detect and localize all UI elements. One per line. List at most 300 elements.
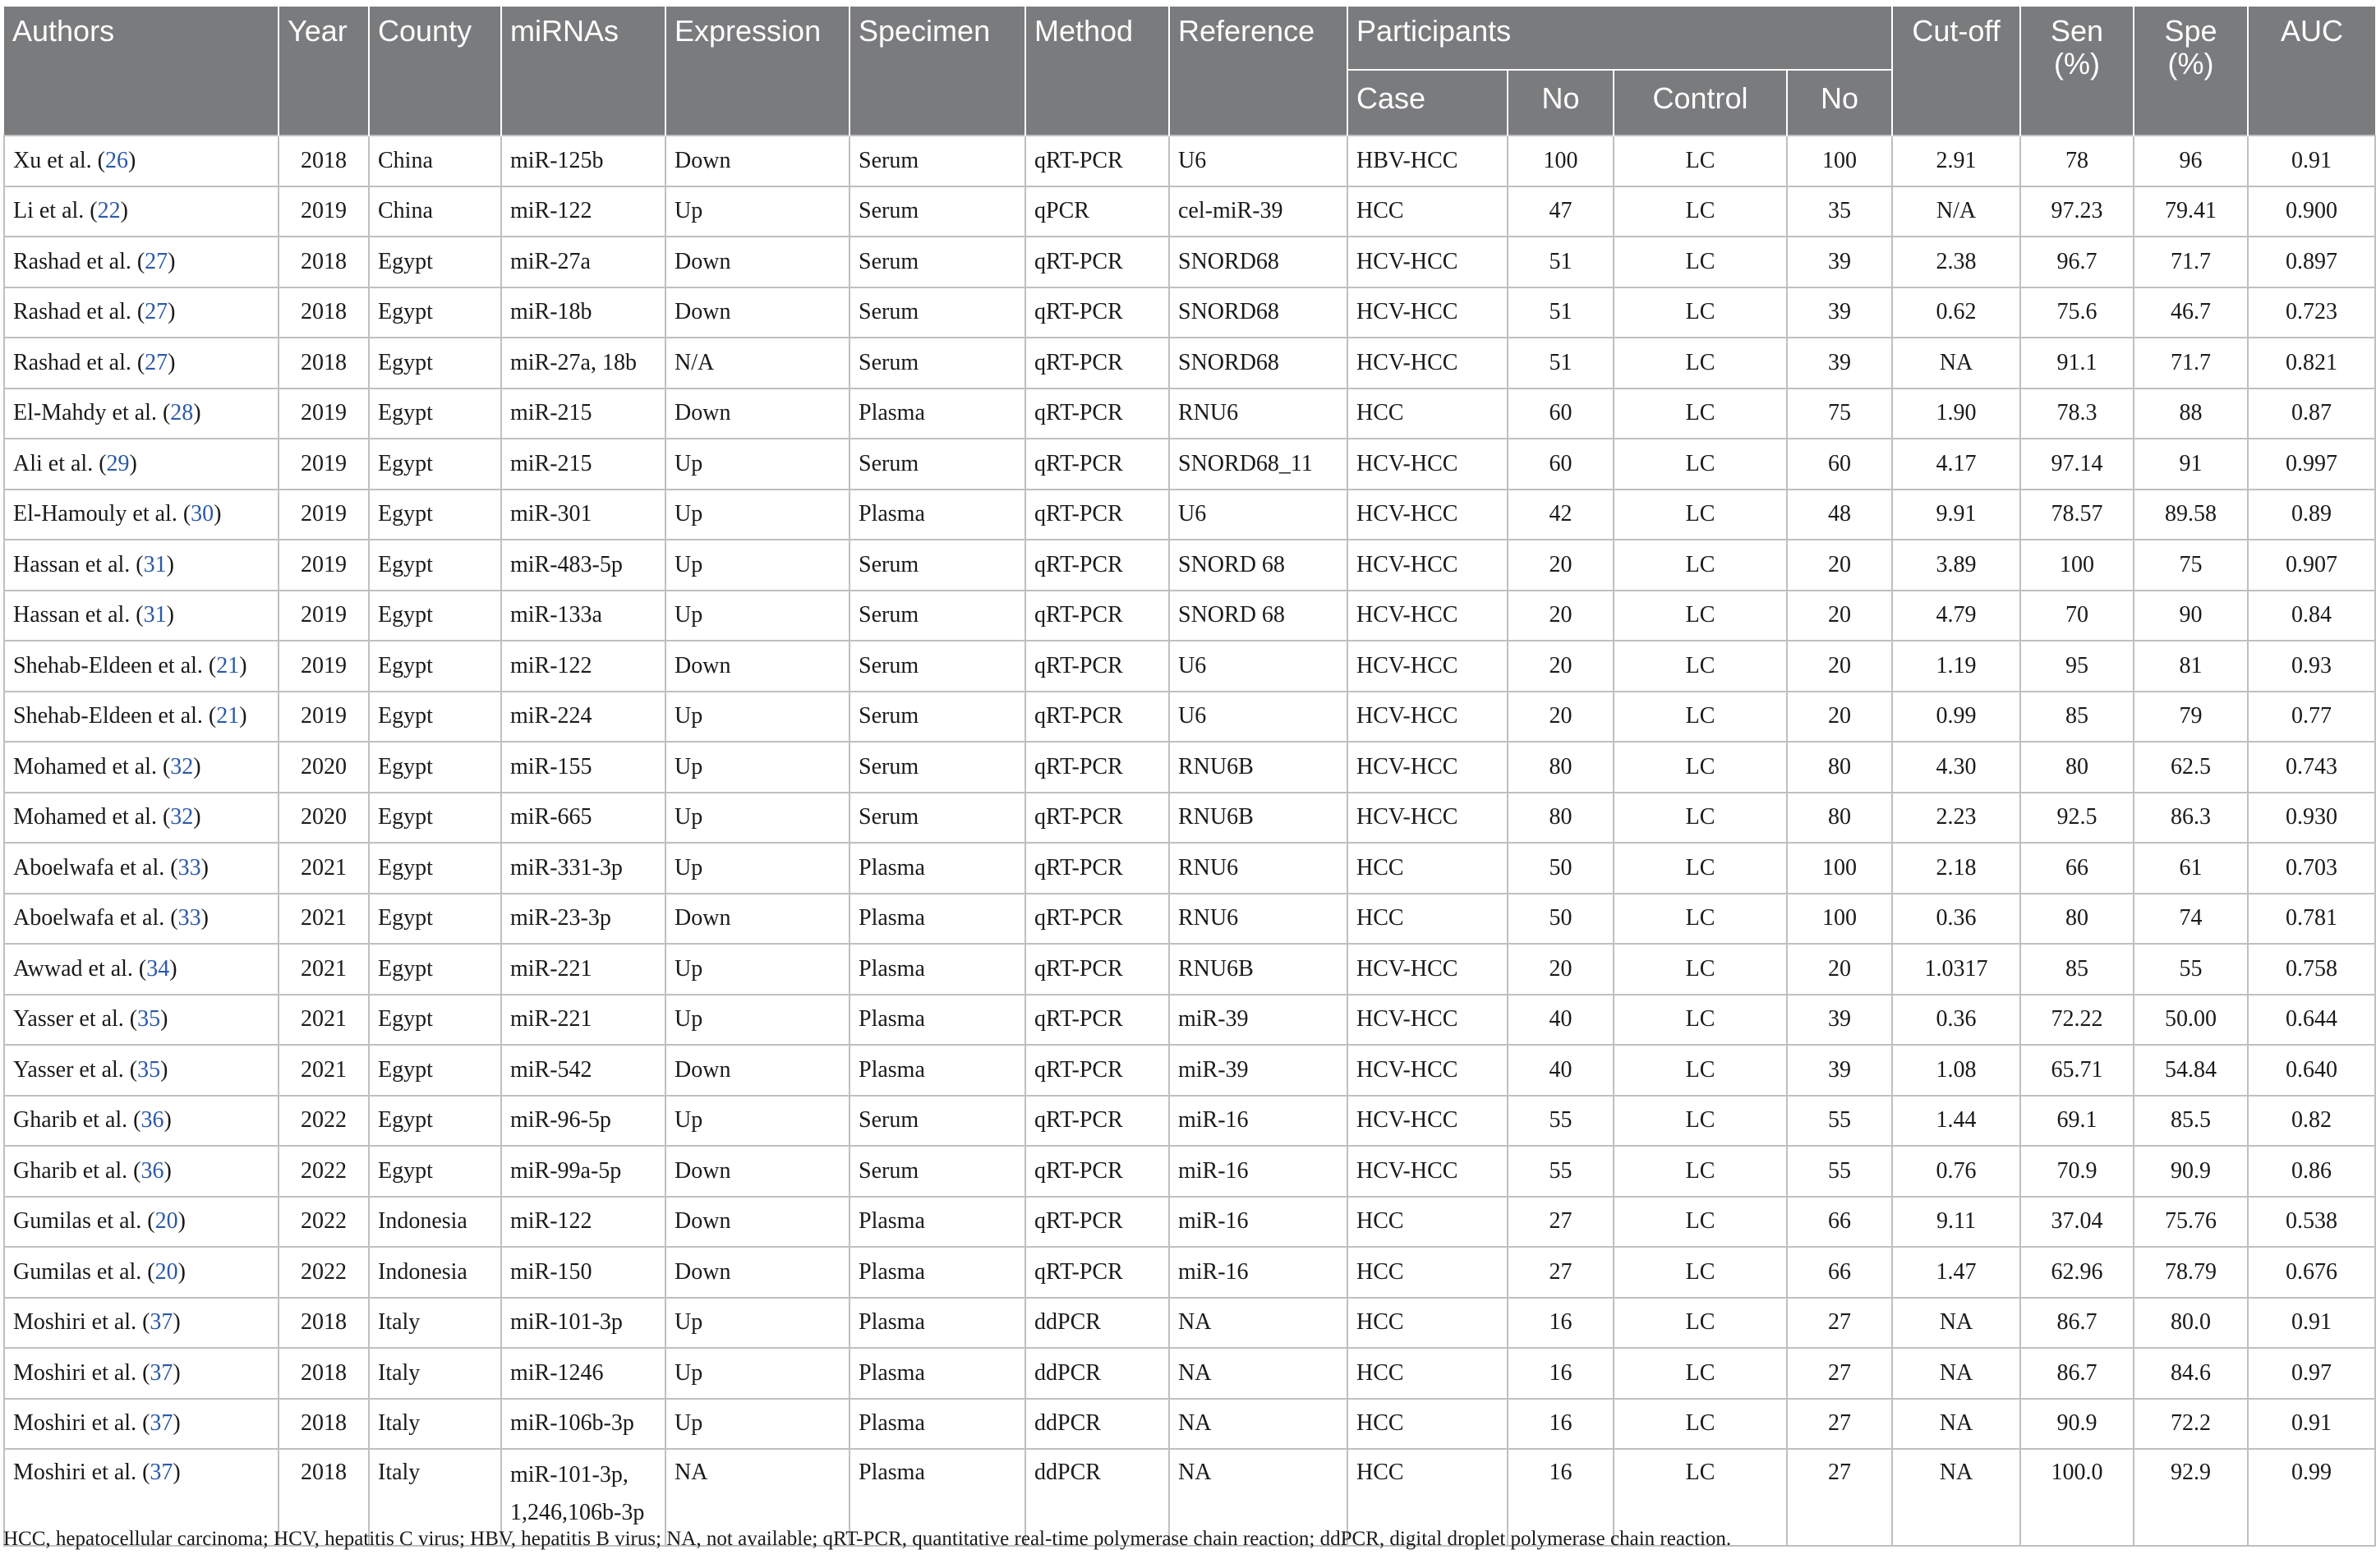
citation-link[interactable]: 35 (137, 1056, 161, 1083)
cell-year: 2020 (279, 742, 369, 793)
cell-control-no: 39 (1787, 338, 1892, 389)
cell-spe: 81 (2134, 641, 2248, 692)
cell-county: Egypt (369, 742, 501, 793)
cell-case: HCV-HCC (1347, 641, 1508, 692)
table-footnote: HCC, hepatocellular carcinoma; HCV, hepatitis C virus; HBV, hepatitis B virus; NA, not available; qRT-PCR, quantitative real-time polymerase chain reaction; ddPCR, digital droplet polymerase chain reaction. (3, 1528, 1732, 1550)
cell-expression: Up (665, 692, 850, 743)
author-name: Yasser et al. ( (13, 1056, 138, 1083)
cell-method: qRT-PCR (1025, 136, 1169, 186)
cell-spe: 80.0 (2134, 1298, 2248, 1349)
cell-cutoff: 1.19 (1892, 641, 2020, 692)
header-mirnas: miRNAs (501, 7, 665, 136)
cell-case-no: 80 (1508, 793, 1614, 844)
citation-close-paren: ) (169, 955, 177, 982)
table-row (4, 1247, 2375, 1298)
header-participants: Participants (1347, 7, 1892, 70)
cell-mirna: miR-301 (501, 490, 665, 540)
cell-county: Indonesia (369, 1197, 501, 1248)
cell-reference: cel-miR-39 (1169, 186, 1347, 237)
cell-specimen: Plasma (850, 490, 1025, 540)
citation-link[interactable]: 31 (143, 602, 167, 628)
cell-control: LC (1614, 641, 1787, 692)
cell-specimen: Serum (850, 742, 1025, 793)
header-method: Method (1025, 7, 1169, 136)
cell-auc: 0.86 (2248, 1146, 2375, 1197)
cell-author (4, 136, 279, 186)
cell-expression: Up (665, 439, 850, 490)
cell-control-no: 66 (1787, 1197, 1892, 1248)
cell-reference: RNU6 (1169, 843, 1347, 894)
header-expression: Expression (665, 7, 850, 136)
cell-case: HCV-HCC (1347, 944, 1508, 995)
cell-author (4, 641, 279, 692)
citation-link[interactable]: 31 (143, 551, 167, 577)
cell-cutoff: 0.36 (1892, 995, 2020, 1046)
cell-control: LC (1614, 1045, 1787, 1096)
citation-link[interactable]: 32 (170, 804, 194, 830)
cell-sen: 69.1 (2020, 1096, 2134, 1147)
cell-author (4, 894, 279, 945)
cell-year: 2019 (279, 186, 369, 237)
cell-county: Egypt (369, 338, 501, 389)
author-name: Gumilas et al. ( (13, 1208, 155, 1235)
cell-case-no: 50 (1508, 843, 1614, 894)
cell-method: qRT-PCR (1025, 490, 1169, 540)
cell-specimen: Plasma (850, 1449, 1025, 1546)
cell-expression: Up (665, 1096, 850, 1147)
table-row (4, 793, 2375, 844)
citation-close-paren: ) (168, 299, 176, 325)
header-case-no: No (1508, 70, 1614, 136)
cell-county: Egypt (369, 843, 501, 894)
cell-reference: miR-16 (1169, 1247, 1347, 1298)
cell-control: LC (1614, 1348, 1787, 1399)
cell-county: Italy (369, 1298, 501, 1349)
cell-control-no: 39 (1787, 1045, 1892, 1096)
citation-close-paren: ) (120, 198, 128, 224)
cell-case: HCC (1347, 1298, 1508, 1349)
cell-author (4, 338, 279, 389)
cell-control: LC (1614, 894, 1787, 945)
cell-spe: 89.58 (2134, 490, 2248, 540)
cell-cutoff: 2.18 (1892, 843, 2020, 894)
cell-cutoff: 4.79 (1892, 591, 2020, 641)
cell-method: qRT-PCR (1025, 389, 1169, 439)
cell-case-no: 60 (1508, 439, 1614, 490)
table-row (4, 1348, 2375, 1399)
author-name: Shehab-Eldeen et al. ( (13, 652, 217, 678)
citation-link[interactable]: 20 (154, 1208, 178, 1235)
cell-case-no: 51 (1508, 338, 1614, 389)
cell-author (4, 1348, 279, 1399)
cell-case: HCV-HCC (1347, 1146, 1508, 1197)
citation-close-paren: ) (193, 400, 201, 426)
cell-expression: Up (665, 540, 850, 591)
citation-link[interactable]: 21 (216, 703, 240, 729)
cell-control: LC (1614, 1146, 1787, 1197)
cell-auc: 0.930 (2248, 793, 2375, 844)
cell-year: 2022 (279, 1146, 369, 1197)
cell-case-no: 60 (1508, 389, 1614, 439)
cell-control: LC (1614, 540, 1787, 591)
cell-auc: 0.93 (2248, 641, 2375, 692)
table-row (4, 1298, 2375, 1349)
cell-sen: 75.6 (2020, 287, 2134, 338)
cell-sen: 78.57 (2020, 490, 2134, 540)
author-name: Rashad et al. ( (13, 248, 145, 274)
citation-link[interactable]: 37 (150, 1309, 173, 1336)
cell-mirna: miR-133a (501, 591, 665, 641)
cell-expression: Down (665, 894, 850, 945)
cell-reference: RNU6B (1169, 944, 1347, 995)
citation-link[interactable]: 27 (145, 248, 168, 274)
cell-county: Egypt (369, 1146, 501, 1197)
cell-case: HCC (1347, 1247, 1508, 1298)
cell-cutoff: 0.76 (1892, 1146, 2020, 1197)
cell-method: qRT-PCR (1025, 742, 1169, 793)
cell-case-no: 50 (1508, 894, 1614, 945)
citation-link[interactable]: 37 (150, 1410, 173, 1437)
cell-case-no: 42 (1508, 490, 1614, 540)
cell-control-no: 20 (1787, 591, 1892, 641)
cell-auc: 0.758 (2248, 944, 2375, 995)
cell-control-no: 100 (1787, 136, 1892, 186)
table-row (4, 944, 2375, 995)
cell-reference: U6 (1169, 490, 1347, 540)
author-name: Gharib et al. ( (13, 1157, 141, 1184)
cell-cutoff: 4.30 (1892, 742, 2020, 793)
citation-link[interactable]: 30 (191, 501, 214, 527)
cell-case: HCV-HCC (1347, 742, 1508, 793)
cell-cutoff: NA (1892, 1298, 2020, 1349)
table-row (4, 540, 2375, 591)
cell-auc: 0.538 (2248, 1197, 2375, 1248)
cell-specimen: Serum (850, 692, 1025, 743)
cell-case-no: 20 (1508, 692, 1614, 743)
cell-county: Italy (369, 1399, 501, 1450)
cell-author (4, 944, 279, 995)
cell-control-no: 66 (1787, 1247, 1892, 1298)
header-county: County (369, 7, 501, 136)
cell-cutoff: 9.11 (1892, 1197, 2020, 1248)
author-name: Moshiri et al. ( (13, 1410, 150, 1437)
cell-control-no: 27 (1787, 1298, 1892, 1349)
cell-county: Egypt (369, 641, 501, 692)
cell-method: ddPCR (1025, 1399, 1169, 1450)
cell-author (4, 1096, 279, 1147)
cell-reference: NA (1169, 1348, 1347, 1399)
cell-mirna: miR-1246 (501, 1348, 665, 1399)
cell-spe: 90 (2134, 591, 2248, 641)
cell-control: LC (1614, 1449, 1787, 1546)
table-row (4, 338, 2375, 389)
cell-year: 2021 (279, 894, 369, 945)
cell-sen: 86.7 (2020, 1348, 2134, 1399)
author-name: Yasser et al. ( (13, 1006, 138, 1032)
table-row (4, 742, 2375, 793)
cell-specimen: Plasma (850, 1247, 1025, 1298)
cell-cutoff: 0.36 (1892, 894, 2020, 945)
cell-control-no: 39 (1787, 237, 1892, 287)
table-row (4, 287, 2375, 338)
cell-year: 2021 (279, 1045, 369, 1096)
citation-link[interactable]: 36 (140, 1157, 164, 1184)
cell-control: LC (1614, 1197, 1787, 1248)
mirna-table-container (3, 7, 2374, 1547)
cell-expression: Down (665, 389, 850, 439)
author-name: Ali et al. ( (13, 450, 107, 476)
cell-cutoff: 0.62 (1892, 287, 2020, 338)
cell-case-no: 100 (1508, 136, 1614, 186)
cell-expression: NA (665, 1449, 850, 1546)
cell-county: Egypt (369, 1096, 501, 1147)
cell-expression: Up (665, 1399, 850, 1450)
cell-sen: 97.14 (2020, 439, 2134, 490)
cell-reference: miR-39 (1169, 995, 1347, 1046)
citation-close-paren: ) (166, 602, 174, 628)
citation-close-paren: ) (127, 147, 136, 173)
cell-county: Egypt (369, 944, 501, 995)
cell-reference: miR-16 (1169, 1146, 1347, 1197)
cell-reference: SNORD68 (1169, 338, 1347, 389)
cell-county: Italy (369, 1449, 501, 1546)
cell-sen: 97.23 (2020, 186, 2134, 237)
cell-year: 2022 (279, 1096, 369, 1147)
cell-spe: 84.6 (2134, 1348, 2248, 1399)
cell-auc: 0.900 (2248, 186, 2375, 237)
cell-case-no: 40 (1508, 995, 1614, 1046)
cell-year: 2019 (279, 389, 369, 439)
cell-spe: 46.7 (2134, 287, 2248, 338)
table-row (4, 136, 2375, 186)
citation-close-paren: ) (200, 905, 209, 931)
cell-method: qRT-PCR (1025, 944, 1169, 995)
citation-link[interactable]: 22 (97, 198, 121, 224)
table-row (4, 591, 2375, 641)
citation-link[interactable]: 37 (150, 1359, 173, 1386)
cell-cutoff: 2.23 (1892, 793, 2020, 844)
cell-author (4, 237, 279, 287)
cell-spe: 71.7 (2134, 338, 2248, 389)
cell-specimen: Plasma (850, 995, 1025, 1046)
citation-close-paren: ) (168, 349, 176, 375)
citation-link[interactable]: 21 (216, 652, 240, 678)
cell-spe: 75.76 (2134, 1197, 2248, 1248)
citation-link[interactable]: 37 (150, 1460, 173, 1485)
cell-sen: 66 (2020, 843, 2134, 894)
citation-link[interactable]: 29 (106, 450, 130, 476)
cell-cutoff: 1.0317 (1892, 944, 2020, 995)
cell-specimen: Serum (850, 793, 1025, 844)
citation-link[interactable]: 36 (140, 1107, 164, 1133)
cell-expression: Up (665, 591, 850, 641)
citation-link[interactable]: 34 (146, 955, 170, 982)
citation-close-paren: ) (193, 753, 201, 779)
cell-mirna: miR-23-3p (501, 894, 665, 945)
cell-spe: 79 (2134, 692, 2248, 743)
cell-reference: RNU6B (1169, 742, 1347, 793)
cell-county: Italy (369, 1348, 501, 1399)
cell-auc: 0.82 (2248, 1096, 2375, 1147)
cell-control: LC (1614, 338, 1787, 389)
cell-cutoff: 3.89 (1892, 540, 2020, 591)
cell-case: HCV-HCC (1347, 287, 1508, 338)
cell-mirna: miR-542 (501, 1045, 665, 1096)
cell-year: 2022 (279, 1247, 369, 1298)
cell-specimen: Serum (850, 439, 1025, 490)
cell-control-no: 35 (1787, 186, 1892, 237)
cell-control: LC (1614, 742, 1787, 793)
cell-control: LC (1614, 439, 1787, 490)
cell-case: HCC (1347, 1399, 1508, 1450)
cell-cutoff: 2.38 (1892, 237, 2020, 287)
cell-cutoff: NA (1892, 1449, 2020, 1546)
header-sen: Sen (%) (2020, 7, 2134, 136)
cell-case: HCV-HCC (1347, 1045, 1508, 1096)
cell-case: HCC (1347, 843, 1508, 894)
cell-spe: 78.79 (2134, 1247, 2248, 1298)
cell-specimen: Serum (850, 186, 1025, 237)
author-name: Gharib et al. ( (13, 1107, 141, 1133)
cell-expression: Down (665, 136, 850, 186)
cell-author (4, 995, 279, 1046)
cell-specimen: Plasma (850, 1197, 1025, 1248)
cell-county: Egypt (369, 540, 501, 591)
author-name: Aboelwafa et al. ( (13, 854, 178, 881)
citation-link[interactable]: 33 (177, 854, 201, 881)
table-row (4, 1399, 2375, 1450)
cell-case-no: 55 (1508, 1146, 1614, 1197)
author-name: Shehab-Eldeen et al. ( (13, 703, 217, 729)
cell-control-no: 39 (1787, 995, 1892, 1046)
cell-auc: 0.907 (2248, 540, 2375, 591)
cell-spe: 96 (2134, 136, 2248, 186)
table-row (4, 1096, 2375, 1147)
cell-sen: 62.96 (2020, 1247, 2134, 1298)
cell-author (4, 1247, 279, 1298)
cell-expression: Up (665, 843, 850, 894)
cell-cutoff: NA (1892, 338, 2020, 389)
cell-spe: 92.9 (2134, 1449, 2248, 1546)
cell-auc: 0.781 (2248, 894, 2375, 945)
cell-case: HCC (1347, 894, 1508, 945)
cell-sen: 92.5 (2020, 793, 2134, 844)
cell-cutoff: N/A (1892, 186, 2020, 237)
citation-link[interactable]: 32 (170, 753, 194, 779)
cell-county: Egypt (369, 439, 501, 490)
cell-case-no: 20 (1508, 591, 1614, 641)
cell-reference: RNU6 (1169, 389, 1347, 439)
cell-method: qRT-PCR (1025, 843, 1169, 894)
cell-year: 2019 (279, 490, 369, 540)
table-row (4, 490, 2375, 540)
cell-control-no: 100 (1787, 894, 1892, 945)
cell-reference: SNORD68 (1169, 237, 1347, 287)
cell-control-no: 20 (1787, 944, 1892, 995)
author-name: Mohamed et al. ( (13, 753, 171, 779)
author-name: Mohamed et al. ( (13, 804, 171, 830)
header-year: Year (279, 7, 369, 136)
cell-mirna: miR-483-5p (501, 540, 665, 591)
cell-cutoff: 2.91 (1892, 136, 2020, 186)
cell-county: Egypt (369, 237, 501, 287)
citation-link[interactable]: 27 (145, 299, 168, 325)
cell-author (4, 793, 279, 844)
citation-close-paren: ) (129, 450, 137, 476)
cell-sen: 78.3 (2020, 389, 2134, 439)
cell-control: LC (1614, 490, 1787, 540)
author-name: Hassan et al. ( (13, 551, 144, 577)
citation-link[interactable]: 35 (137, 1006, 161, 1032)
cell-author (4, 389, 279, 439)
cell-case: HCC (1347, 389, 1508, 439)
cell-auc: 0.676 (2248, 1247, 2375, 1298)
cell-case: HCC (1347, 1449, 1508, 1546)
cell-case: HCV-HCC (1347, 439, 1508, 490)
citation-link[interactable]: 28 (170, 400, 194, 426)
cell-case-no: 20 (1508, 540, 1614, 591)
cell-auc: 0.91 (2248, 1298, 2375, 1349)
cell-specimen: Serum (850, 591, 1025, 641)
citation-link[interactable]: 20 (154, 1258, 178, 1285)
cell-control-no: 80 (1787, 793, 1892, 844)
cell-sen: 90.9 (2020, 1399, 2134, 1450)
cell-mirna: miR-27a, 18b (501, 338, 665, 389)
cell-auc: 0.703 (2248, 843, 2375, 894)
cell-mirna: miR-224 (501, 692, 665, 743)
cell-method: qRT-PCR (1025, 1197, 1169, 1248)
cell-spe: 61 (2134, 843, 2248, 894)
cell-sen: 86.7 (2020, 1298, 2134, 1349)
cell-reference: NA (1169, 1449, 1347, 1546)
cell-case-no: 55 (1508, 1096, 1614, 1147)
cell-cutoff: NA (1892, 1399, 2020, 1450)
cell-spe: 54.84 (2134, 1045, 2248, 1096)
author-name: Li et al. ( (13, 198, 98, 224)
cell-expression: Up (665, 490, 850, 540)
citation-close-paren: ) (163, 1157, 172, 1184)
citation-link[interactable]: 27 (145, 349, 168, 375)
cell-year: 2018 (279, 136, 369, 186)
cell-reference: NA (1169, 1399, 1347, 1450)
cell-control-no: 27 (1787, 1348, 1892, 1399)
table-row (4, 641, 2375, 692)
cell-author (4, 186, 279, 237)
cell-case: HCC (1347, 1197, 1508, 1248)
table-row (4, 1146, 2375, 1197)
citation-link[interactable]: 33 (177, 905, 201, 931)
citation-link[interactable]: 26 (104, 147, 128, 173)
table-row (4, 894, 2375, 945)
cell-year: 2019 (279, 591, 369, 641)
cell-case-no: 20 (1508, 944, 1614, 995)
table-row (4, 1197, 2375, 1248)
cell-mirna: miR-96-5p (501, 1096, 665, 1147)
cell-author (4, 1298, 279, 1349)
cell-control-no: 20 (1787, 641, 1892, 692)
cell-control: LC (1614, 186, 1787, 237)
cell-reference: miR-16 (1169, 1096, 1347, 1147)
cell-county: China (369, 136, 501, 186)
cell-case-no: 27 (1508, 1247, 1614, 1298)
cell-spe: 90.9 (2134, 1146, 2248, 1197)
cell-method: qRT-PCR (1025, 540, 1169, 591)
cell-mirna: miR-221 (501, 995, 665, 1046)
cell-control: LC (1614, 793, 1787, 844)
author-name: El-Hamouly et al. ( (13, 501, 191, 527)
cell-spe: 86.3 (2134, 793, 2248, 844)
cell-sen: 100.0 (2020, 1449, 2134, 1546)
